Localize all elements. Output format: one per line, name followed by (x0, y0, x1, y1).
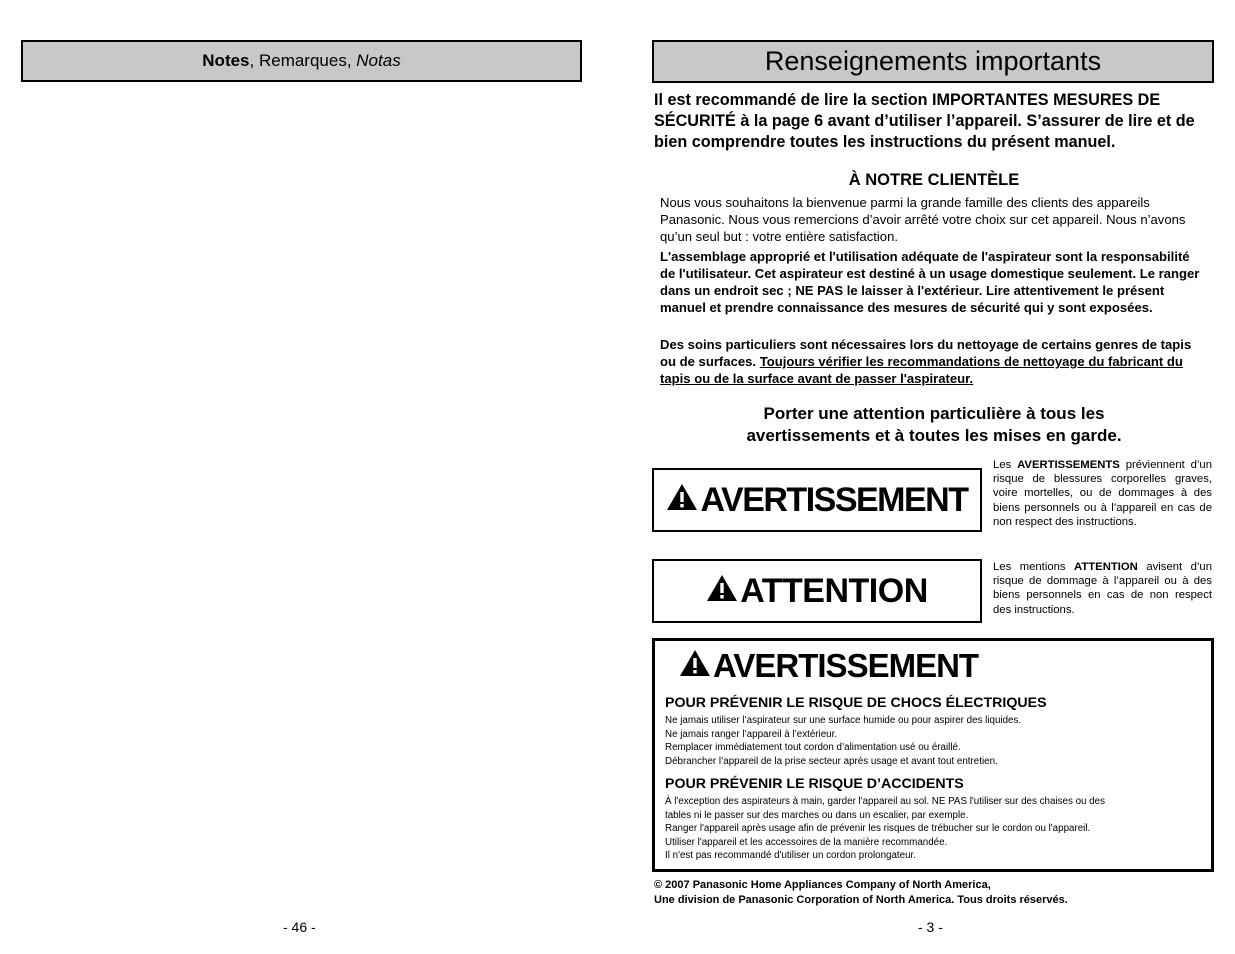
list-item: Remplacer immédiatement tout cordon d’alimentation usé ou éraillé. (665, 742, 961, 753)
notes-header (202, 51, 400, 71)
list-item: Ne jamais utiliser l’aspirateur sur une surface humide ou pour aspirer des liquides. (665, 715, 1022, 726)
attention-note-line1: Porter une attention particulière à tous les (763, 404, 1105, 423)
warning-triangle-icon (679, 647, 711, 685)
list-item: Débrancher l’appareil de la prise secteur après usage et avant tout entretien. (665, 755, 998, 767)
notes-header-plain: , Remarques, (249, 51, 357, 70)
attention-note (654, 403, 1214, 447)
attention-desc-bold: ATTENTION (1074, 561, 1138, 573)
list-item: À l'exception des aspirateurs à main, garder l'appareil au sol. NE PAS l'utiliser sur des chaises ou des (665, 796, 1105, 807)
electric-shock-list (665, 714, 1205, 768)
attention-label: ATTENTION (740, 571, 928, 610)
attention-label-box (652, 559, 982, 623)
list-item: Il n'est pas recommandé d'utiliser un cordon prolongateur. (665, 850, 916, 861)
copyright-line1: © 2007 Panasonic Home Appliances Company of North America, (654, 879, 991, 891)
avertissement-desc-post: préviennent d’un risque de blessures corporelles graves, voire mortelles, ou de dommages à des biens personnels ou à l’appareil en cas de non respect des instructions. (993, 459, 1212, 528)
copyright-line2: Une division de Panasonic Corporation of North America. Tous droits réservés. (654, 893, 1068, 906)
warning-triangle-icon (666, 481, 698, 520)
avertissement-description (993, 458, 1212, 529)
avertissement-label-box (652, 468, 982, 532)
responsibility-paragraph: L'assemblage approprié et l'utilisation adéquate de l'aspirateur sont la responsabilité de l'utilisateur. Cet aspirateur est destiné à un usage domestique seulement. Le ranger dans un endroit sec ; NE PAS le laisser à l'extérieur. Lire attentivement le présent manuel et prendre connaissance des mesures de sécurité qui y sont exposées. (660, 249, 1200, 315)
list-item: Ranger l'appareil après usage afin de prévenir les risques de trébucher sur le cordon ou l'appareil. (665, 823, 1091, 834)
care-paragraph (660, 336, 1208, 387)
accidents-heading: POUR PRÉVENIR LE RISQUE D’ACCIDENTS (665, 776, 964, 792)
avertissement-label: AVERTISSEMENT (700, 480, 968, 519)
page-title-bar (652, 40, 1214, 83)
intro-paragraph: Il est recommandé de lire la section IMPORTANTES MESURES DE SÉCURITÉ à la page 6 avant d’utiliser l’appareil. S’assurer de lire et de bien comprendre toutes les instructions du présent manuel. (654, 91, 1195, 151)
list-item: tables ni le passer sur des marches ou dans un escalier, par exemple. (665, 809, 969, 821)
avertissement-desc-bold: AVERTISSEMENTS (1017, 459, 1120, 471)
notes-header-italic: Notas (356, 51, 401, 70)
clientele-heading: À NOTRE CLIENTÈLE (848, 171, 1020, 189)
care-paragraph-underlined: Toujours vérifier les recommandations de nettoyage du fabricant du tapis ou de la surface avant de passer l'aspirateur. (660, 354, 1183, 386)
page-number-left: - 46 - (283, 919, 316, 935)
attention-description (993, 560, 1212, 617)
notes-header-bold: Notes (202, 51, 250, 70)
warning-box-label (679, 647, 978, 685)
copyright (654, 878, 1214, 907)
attention-desc-post: avisent d’un risque de dommage à l’appareil ou à des biens personnels en cas de non respect des instructions. (993, 561, 1212, 616)
accidents-list (665, 795, 1205, 863)
notes-header-bar (21, 40, 582, 82)
care-paragraph-text: Des soins particuliers sont nécessaires lors du nettoyage de certains genres de tapis ou de surfaces. (660, 337, 1192, 369)
warning-box (652, 638, 1214, 872)
warning-triangle-icon (706, 572, 738, 611)
warning-box-label-text: AVERTISSEMENT (713, 647, 979, 684)
avertissement-desc-pre: Les (993, 459, 1018, 471)
electric-shock-heading: POUR PRÉVENIR LE RISQUE DE CHOCS ÉLECTRIQUES (665, 695, 1047, 711)
page-number-right: - 3 - (918, 919, 943, 935)
list-item: Utiliser l'appareil et les accessoires de la manière recommandée. (665, 836, 948, 848)
attention-note-line2: avertissements et à toutes les mises en garde. (746, 426, 1122, 445)
welcome-paragraph: Nous vous souhaitons la bienvenue parmi la grande famille des clients des appareils Panasonic. Nous vous remercions d’avoir arrêté votre choix sur cet appareil. Nous n’avons qu’un seul but : votre entière satisfaction. (660, 195, 1186, 244)
attention-desc-pre: Les mentions (993, 561, 1075, 573)
list-item: Ne jamais ranger l’appareil à l’extérieur. (665, 728, 838, 740)
page-title: Renseignements importants (764, 46, 1102, 76)
